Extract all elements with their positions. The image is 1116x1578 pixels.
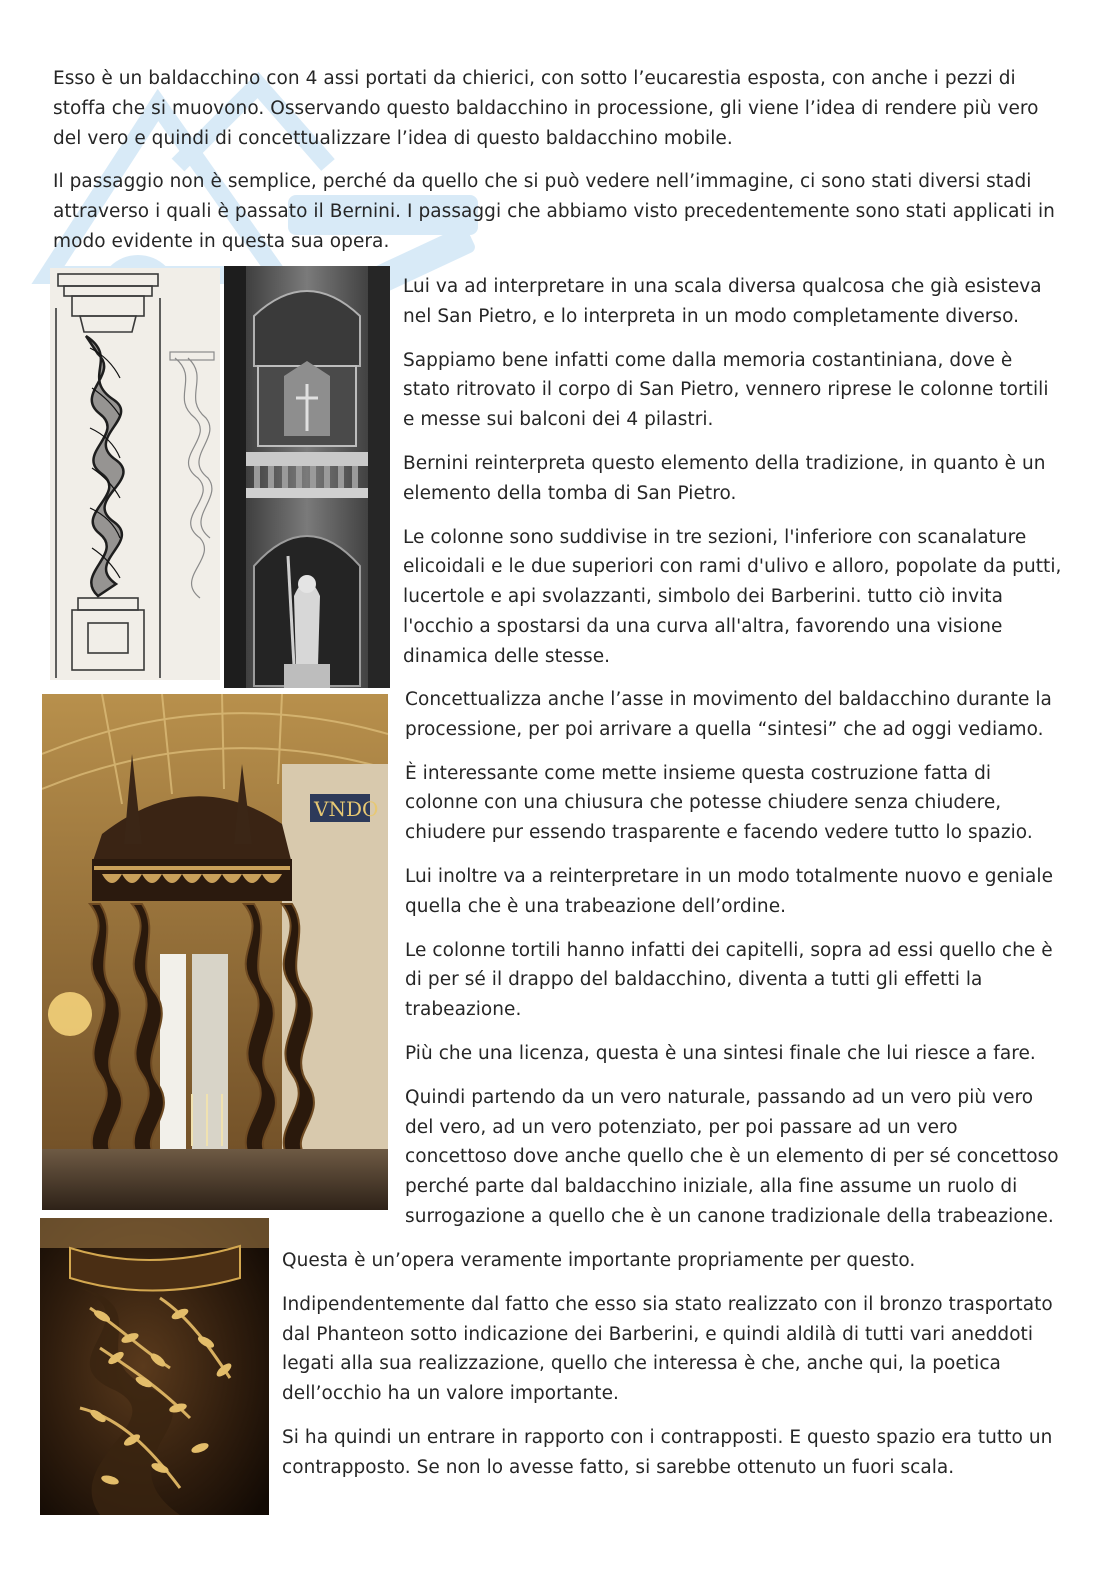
intro-paragraph-2: Il passaggio non è semplice, perché da quello che si può vedere nell’immagine, ci sono stati diversi stadi attraverso i quali è passato il Bernini. I passaggi che abbiamo visto precedentemente sono stati applicati in modo evidente in questa sua opera. (53, 171, 1055, 252)
section-1-paragraph-3: Bernini reinterpreta questo elemento della tradizione, in quanto è un elemento della tomba di San Pietro. (403, 452, 1046, 504)
section-3-paragraph-3: Si ha quindi un entrare in rapporto con i contrapposti. E questo spazio era tutto un contrapposto. Se non lo avesse fatto, si sarebbe ottenuto un fuori scala. (282, 1426, 1053, 1478)
section-2-paragraph-1: Concettualizza anche l’asse in movimento del baldacchino durante la processione, per poi arrivare a quella “sintesi” che ad oggi vediamo. (405, 689, 1052, 740)
inscription-text: VNDO (314, 797, 379, 821)
intro-block (53, 64, 1063, 257)
section-1-paragraph-4: Le colonne sono suddivise in tre sezioni, l'inferiore con scanalature elicoidali e le due superiori con rami d'ulivo e alloro, popolate da putti, lucertole e api svolazzanti, simbolo dei Barberini. tutto ciò invita l'occhio a spostarsi da una curva all'altra, favorendo una visione dinamica delle stesse. (403, 526, 1062, 667)
section-3-paragraph-2: Indipendentemente dal fatto che esso sia stato realizzato con il bronzo trasportato dal Phanteon sotto indicazione dei Barberini, e quindi aldilà di tutti vari aneddoti legati alla sua realizzazione, quello che interessa è che, anche qui, la poetica dell’occhio ha un valore importante. (282, 1293, 1053, 1405)
section-3-paragraph-1: Questa è un’opera veramente importante propriamente per questo. (282, 1250, 916, 1271)
intro-paragraph-1: Esso è un baldacchino con 4 assi portati da chierici, con sotto l’eucarestia esposta, con anche i pezzi di stoffa che si muovono. Osservando questo baldacchino in processione, gli viene l’idea di rendere più vero del vero e quindi di concettualizzare l’idea di questo baldacchino mobile. (53, 68, 1039, 149)
section-2-block (405, 685, 1065, 1232)
section-3-block (282, 1246, 1072, 1483)
section-1-paragraph-1: Lui va ad interpretare in una scala diversa qualcosa che già esisteva nel San Pietro, e lo interpreta in un modo completamente diverso. (403, 276, 1042, 327)
section-1-block (403, 272, 1063, 672)
section-2-paragraph-4: Le colonne tortili hanno infatti dei capitelli, sopra ad essi quello che è di per sé il drappo del baldacchino, diventa a tutti gli effetti la trabeazione. (405, 939, 1053, 1021)
column-detail-photo (40, 1218, 269, 1515)
section-1-paragraph-2: Sappiamo bene infatti come dalla memoria costantiniana, dove è stato ritrovato il corpo di San Pietro, vennero riprese le colonne tortili e messe sui balconi dei 4 pilastri. (403, 349, 1049, 431)
baldacchino-photo (42, 694, 388, 1210)
section-2-paragraph-6: Quindi partendo da un vero naturale, passando ad un vero più vero del vero, ad un vero potenziato, per poi passare ad un vero concettoso dove anche quello che è un elemento di per sé concettoso perché parte dal baldacchino iniziale, alla fine assume un ruolo di surrogazione a quello che è un canone tradizionale della trabeazione. (405, 1086, 1059, 1227)
column-drawing-figure (50, 268, 220, 680)
section-2-paragraph-2: È interessante come mette insieme questa costruzione fatta di colonne con una chiusura che potesse chiudere senza chiudere, chiudere pur essendo trasparente e facendo vedere tutto lo spazio. (405, 762, 1033, 844)
section-2-paragraph-3: Lui inoltre va a reinterpretare in un modo totalmente nuovo e geniale quella che è una trabeazione dell’ordine. (405, 865, 1053, 917)
niche-balcony-photo (224, 266, 390, 688)
section-2-paragraph-5: Più che una licenza, questa è una sintesi finale che lui riesce a fare. (405, 1042, 1036, 1064)
